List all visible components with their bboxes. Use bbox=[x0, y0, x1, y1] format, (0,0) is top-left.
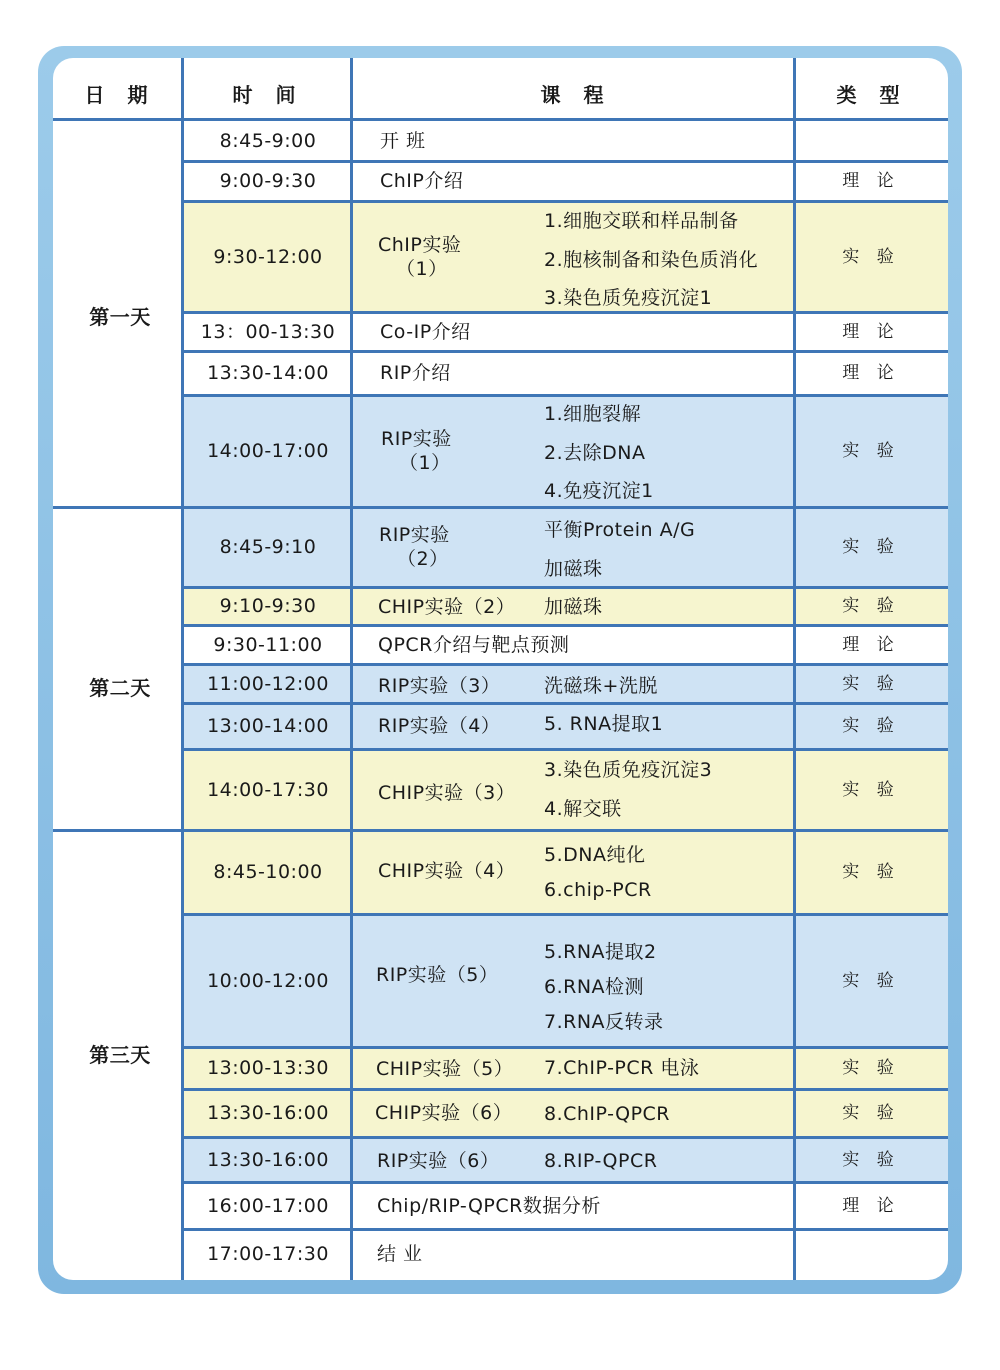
type-cell: 实 验 bbox=[842, 1103, 900, 1123]
day-3-label: 第三天 bbox=[89, 1043, 151, 1067]
course-cell-suffix: （1） bbox=[399, 452, 451, 474]
time-cell: 10:00-12:00 bbox=[207, 969, 329, 992]
time-cell: 13:00-13:30 bbox=[207, 1057, 329, 1079]
course-detail: 6.chip-PCR bbox=[544, 879, 652, 901]
course-cell: CHIP实验（3） bbox=[378, 782, 516, 804]
course-cell: RIP实验（4） bbox=[378, 715, 501, 737]
course-cell: CHIP实验（2） bbox=[378, 596, 516, 618]
type-cell: 实 验 bbox=[842, 862, 900, 882]
time-cell: 9:10-9:30 bbox=[219, 595, 317, 617]
course-detail: 6.RNA检测 bbox=[544, 976, 645, 998]
course-detail: 4.解交联 bbox=[544, 798, 622, 820]
type-cell: 实 验 bbox=[842, 246, 900, 267]
day-1-label: 第一天 bbox=[89, 305, 151, 329]
type-cell: 实 验 bbox=[842, 596, 900, 616]
row-divider bbox=[183, 1228, 948, 1231]
course-detail: 2.去除DNA bbox=[544, 442, 646, 464]
course-cell: RIP实验（6） bbox=[377, 1150, 500, 1172]
course-detail: 5. RNA提取1 bbox=[544, 713, 664, 735]
course-cell: ChIP实验 bbox=[378, 233, 462, 256]
row-divider bbox=[183, 702, 948, 705]
course-detail: 3.染色质免疫沉淀1 bbox=[544, 287, 713, 309]
row-divider bbox=[183, 586, 948, 589]
course-detail: 5.DNA纯化 bbox=[544, 844, 646, 866]
time-cell: 14:00-17:30 bbox=[207, 778, 329, 801]
course-cell: RIP实验（3） bbox=[378, 675, 501, 697]
row-divider bbox=[183, 624, 948, 627]
column-divider bbox=[793, 58, 796, 1280]
time-cell: 13:30-14:00 bbox=[207, 362, 329, 384]
course-cell: QPCR介绍与靶点预测 bbox=[378, 633, 570, 656]
type-cell: 理 论 bbox=[842, 1195, 900, 1216]
time-cell: 8:45-10:00 bbox=[213, 861, 323, 883]
course-cell: CHIP实验（6） bbox=[375, 1102, 513, 1124]
column-divider bbox=[181, 58, 184, 1280]
type-cell: 实 验 bbox=[842, 716, 900, 736]
type-cell: 理 论 bbox=[842, 171, 900, 191]
course-detail: 洗磁珠+洗脱 bbox=[544, 675, 658, 697]
header-date: 日 期 bbox=[84, 83, 156, 107]
course-cell: Chip/RIP-QPCR数据分析 bbox=[377, 1194, 601, 1217]
row-divider bbox=[183, 506, 948, 509]
column-divider bbox=[350, 58, 353, 1280]
day-2-label: 第二天 bbox=[89, 676, 151, 700]
course-cell: 开 班 bbox=[380, 130, 426, 152]
time-cell: 16:00-17:00 bbox=[207, 1194, 329, 1217]
course-cell: 结 业 bbox=[377, 1243, 423, 1265]
course-cell: Co-IP介绍 bbox=[380, 320, 471, 343]
type-cell: 实 验 bbox=[842, 1058, 900, 1078]
type-cell: 理 论 bbox=[842, 634, 900, 655]
row-divider bbox=[183, 829, 948, 832]
course-cell: RIP实验（5） bbox=[376, 964, 499, 986]
row-divider bbox=[183, 160, 948, 163]
type-cell: 实 验 bbox=[842, 970, 900, 991]
course-detail: 2.胞核制备和染色质消化 bbox=[544, 249, 759, 271]
course-detail: 平衡Protein A/G bbox=[544, 519, 696, 541]
header-time: 时 间 bbox=[232, 83, 304, 107]
course-detail: 加磁珠 bbox=[544, 596, 603, 618]
type-cell: 实 验 bbox=[842, 441, 900, 461]
course-cell: RIP实验 bbox=[381, 428, 452, 450]
time-cell: 8:45-9:00 bbox=[219, 130, 317, 152]
row-divider bbox=[183, 350, 948, 353]
course-cell: ChIP介绍 bbox=[380, 170, 464, 192]
course-cell: CHIP实验（4） bbox=[378, 860, 516, 882]
course-detail: 4.免疫沉淀1 bbox=[544, 480, 654, 502]
time-cell: 14:00-17:00 bbox=[207, 440, 329, 462]
time-cell: 8:45-9:10 bbox=[219, 536, 317, 558]
course-detail: 1.细胞裂解 bbox=[544, 403, 642, 425]
row-divider bbox=[183, 1088, 948, 1091]
time-cell: 9:30-11:00 bbox=[213, 633, 323, 656]
course-detail: 7.RNA反转录 bbox=[544, 1011, 664, 1033]
course-cell-suffix: （1） bbox=[396, 257, 448, 280]
row-divider bbox=[183, 1046, 948, 1049]
type-cell: 实 验 bbox=[842, 673, 900, 694]
type-cell: 理 论 bbox=[842, 321, 900, 342]
course-detail: 8.ChIP-QPCR bbox=[544, 1103, 671, 1125]
row-divider bbox=[183, 663, 948, 666]
time-cell: 13:00-14:00 bbox=[207, 715, 329, 737]
row-divider bbox=[183, 394, 948, 397]
type-cell: 实 验 bbox=[842, 537, 900, 557]
time-cell: 11:00-12:00 bbox=[207, 672, 329, 695]
row-divider bbox=[183, 913, 948, 916]
header-divider bbox=[53, 118, 948, 121]
course-detail: 8.RIP-QPCR bbox=[544, 1150, 658, 1172]
time-cell: 13：00-13:30 bbox=[200, 320, 336, 343]
row-divider bbox=[183, 748, 948, 751]
row-divider bbox=[183, 1136, 948, 1139]
course-cell: RIP介绍 bbox=[380, 362, 451, 384]
time-cell: 13:30-16:00 bbox=[207, 1102, 329, 1124]
course-cell-suffix: （2） bbox=[397, 548, 449, 570]
course-detail: 1.细胞交联和样品制备 bbox=[544, 210, 739, 232]
header-course: 课 程 bbox=[540, 83, 612, 107]
course-cell: CHIP实验（5） bbox=[376, 1058, 514, 1080]
course-detail: 加磁珠 bbox=[544, 558, 603, 580]
time-cell: 9:00-9:30 bbox=[219, 170, 317, 192]
time-cell: 17:00-17:30 bbox=[207, 1243, 329, 1265]
time-cell: 13:30-16:00 bbox=[207, 1148, 329, 1171]
type-cell: 理 论 bbox=[842, 363, 900, 383]
row-divider bbox=[183, 200, 948, 203]
time-cell: 9:30-12:00 bbox=[213, 245, 323, 268]
type-cell: 实 验 bbox=[842, 779, 900, 800]
course-detail: 5.RNA提取2 bbox=[544, 941, 657, 963]
header-type: 类 型 bbox=[836, 83, 908, 107]
row-divider bbox=[183, 1181, 948, 1184]
course-detail: 3.染色质免疫沉淀3 bbox=[544, 759, 713, 781]
row-divider bbox=[183, 311, 948, 314]
course-cell: RIP实验 bbox=[379, 524, 450, 546]
course-detail: 7.ChIP-PCR 电泳 bbox=[544, 1057, 700, 1079]
type-cell: 实 验 bbox=[842, 1149, 900, 1170]
